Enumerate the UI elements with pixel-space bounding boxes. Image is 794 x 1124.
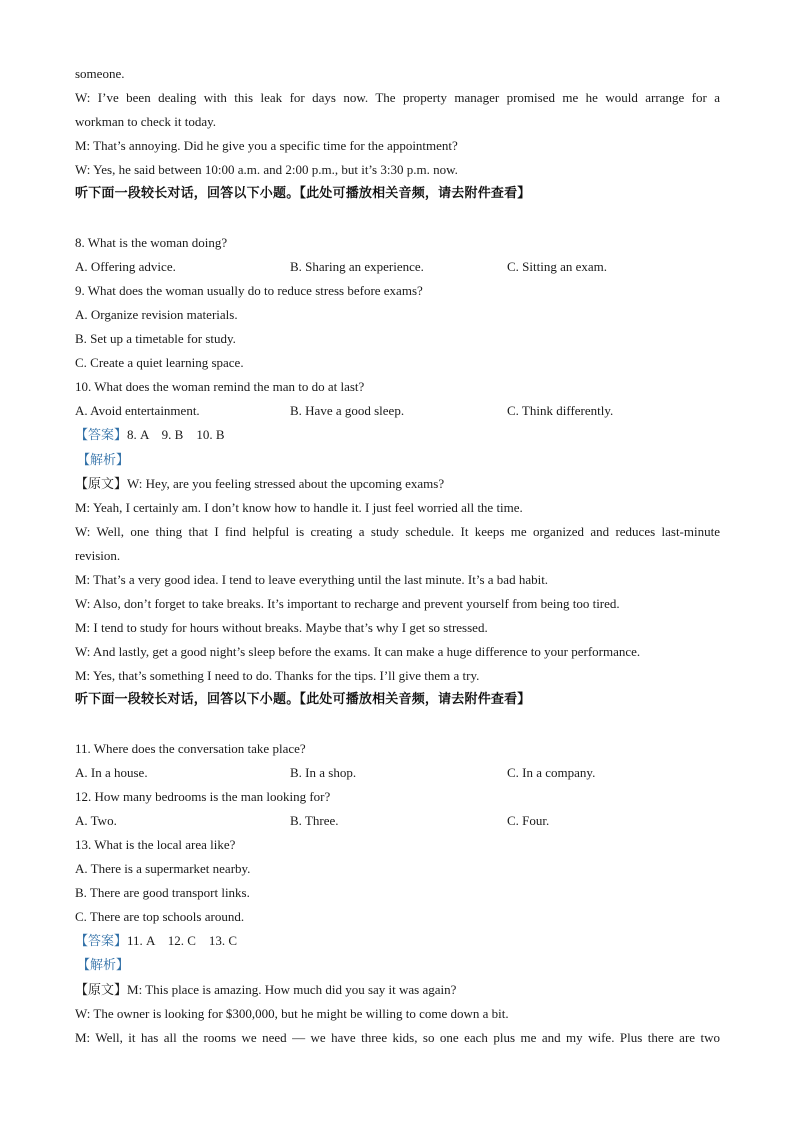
question-8: 8. What is the woman doing?: [75, 234, 228, 250]
transcript-line: M: Yeah, I certainly am. I don’t know how to handle it. I just feel worried all the time.: [75, 499, 523, 515]
option-a: A. Two.: [75, 812, 117, 828]
transcript-text: W: Hey, are you feeling stressed about the upcoming exams?: [127, 475, 445, 491]
text-line: M: That’s annoying. Did he give you a specific time for the appointment?: [75, 138, 458, 154]
answer-values: 11. A 12. C 13. C: [127, 933, 238, 949]
option-b: B. Three.: [290, 812, 339, 828]
option-c: C. Create a quiet learning space.: [75, 355, 244, 371]
spacer: [75, 713, 720, 737]
transcript-text: M: This place is amazing. How much did you say it was again?: [127, 981, 457, 997]
document-page: [75, 62, 720, 1050]
option-b: B. Have a good sleep.: [290, 403, 405, 419]
option-b: B. In a shop.: [290, 764, 357, 780]
option-a: A. There is a supermarket nearby.: [75, 861, 251, 877]
transcript-line: [75, 472, 720, 496]
option-b: B. Sharing an experience.: [290, 258, 424, 274]
transcript-line: M: That’s a very good idea. I tend to leave everything until the last minute. It’s a bad habit.: [75, 571, 549, 587]
analysis-line: [75, 953, 720, 977]
text-line: someone.: [75, 66, 125, 81]
option-c: C. Sitting an exam.: [507, 258, 608, 274]
analysis-tag: 【解析】: [77, 452, 130, 468]
option-c: C. Four.: [507, 812, 550, 828]
text-line: W: I’ve been dealing with this leak for days now. The property manager promised me he would arrange for a: [75, 90, 720, 106]
analysis-line: [75, 448, 720, 472]
question-13: 13. What is the local area like?: [75, 837, 236, 852]
transcript-line: M: Well, it has all the rooms we need — we have three kids, so one each plus me and my wife. Plus there are two: [75, 1029, 720, 1045]
options-8: [75, 255, 720, 279]
transcript-line: W: Also, don’t forget to take breaks. It’s important to recharge and prevent yourself from being too tired.: [75, 596, 620, 612]
transcript-line: M: Yes, that’s something I need to do. Thanks for the tips. I’ll give them a try.: [75, 668, 480, 684]
answer-values: 8. A 9. B 10. B: [127, 427, 225, 443]
section-instruction: 听下面一段较长对话，回答以下小题。【此处可播放相关音频，请去附件查看】: [75, 186, 531, 202]
question-10: 10. What does the woman remind the man to do at last?: [75, 379, 365, 395]
option-c: C. In a company.: [507, 764, 596, 780]
options-10: [75, 399, 720, 423]
spacer: [75, 207, 720, 231]
answer-line: [75, 929, 720, 953]
answer-tag: 【答案】: [75, 934, 128, 950]
option-a: A. Organize revision materials.: [75, 306, 238, 322]
transcript-line: W: The owner is looking for $300,000, but he might be willing to come down a bit.: [75, 1005, 509, 1021]
transcript-line: revision.: [75, 547, 121, 563]
transcript-line: W: And lastly, get a good night’s sleep before the exams. It can make a huge difference to your performance.: [75, 644, 641, 660]
option-b: B. Set up a timetable for study.: [75, 331, 236, 347]
analysis-tag: 【解析】: [77, 958, 130, 974]
question-12: 12. How many bedrooms is the man looking for?: [75, 788, 331, 804]
question-9: 9. What does the woman usually do to reduce stress before exams?: [75, 282, 423, 298]
section-instruction: 听下面一段较长对话，回答以下小题。【此处可播放相关音频，请去附件查看】: [75, 692, 531, 708]
options-12: [75, 809, 720, 833]
option-a: A. Avoid entertainment.: [75, 403, 200, 419]
option-b: B. There are good transport links.: [75, 885, 250, 901]
transcript-line: [75, 978, 720, 1002]
transcript-line: W: Well, one thing that I find helpful is creating a study schedule. It keeps me organized and reduces last-minute: [75, 523, 720, 539]
transcript-line: M: I tend to study for hours without breaks. Maybe that’s why I get so stressed.: [75, 620, 488, 636]
text-line: workman to check it today.: [75, 114, 217, 130]
original-tag: 【原文】: [75, 476, 128, 492]
option-c: C. Think differently.: [507, 403, 614, 419]
option-a: A. Offering advice.: [75, 258, 176, 274]
text-line: W: Yes, he said between 10:00 a.m. and 2:00 p.m., but it’s 3:30 p.m. now.: [75, 162, 458, 178]
option-a: A. In a house.: [75, 764, 148, 780]
question-11: 11. Where does the conversation take place?: [75, 740, 306, 756]
answer-tag: 【答案】: [75, 428, 128, 444]
options-11: [75, 761, 720, 785]
original-tag: 【原文】: [75, 982, 128, 998]
option-c: C. There are top schools around.: [75, 909, 245, 925]
answer-line: [75, 423, 720, 447]
